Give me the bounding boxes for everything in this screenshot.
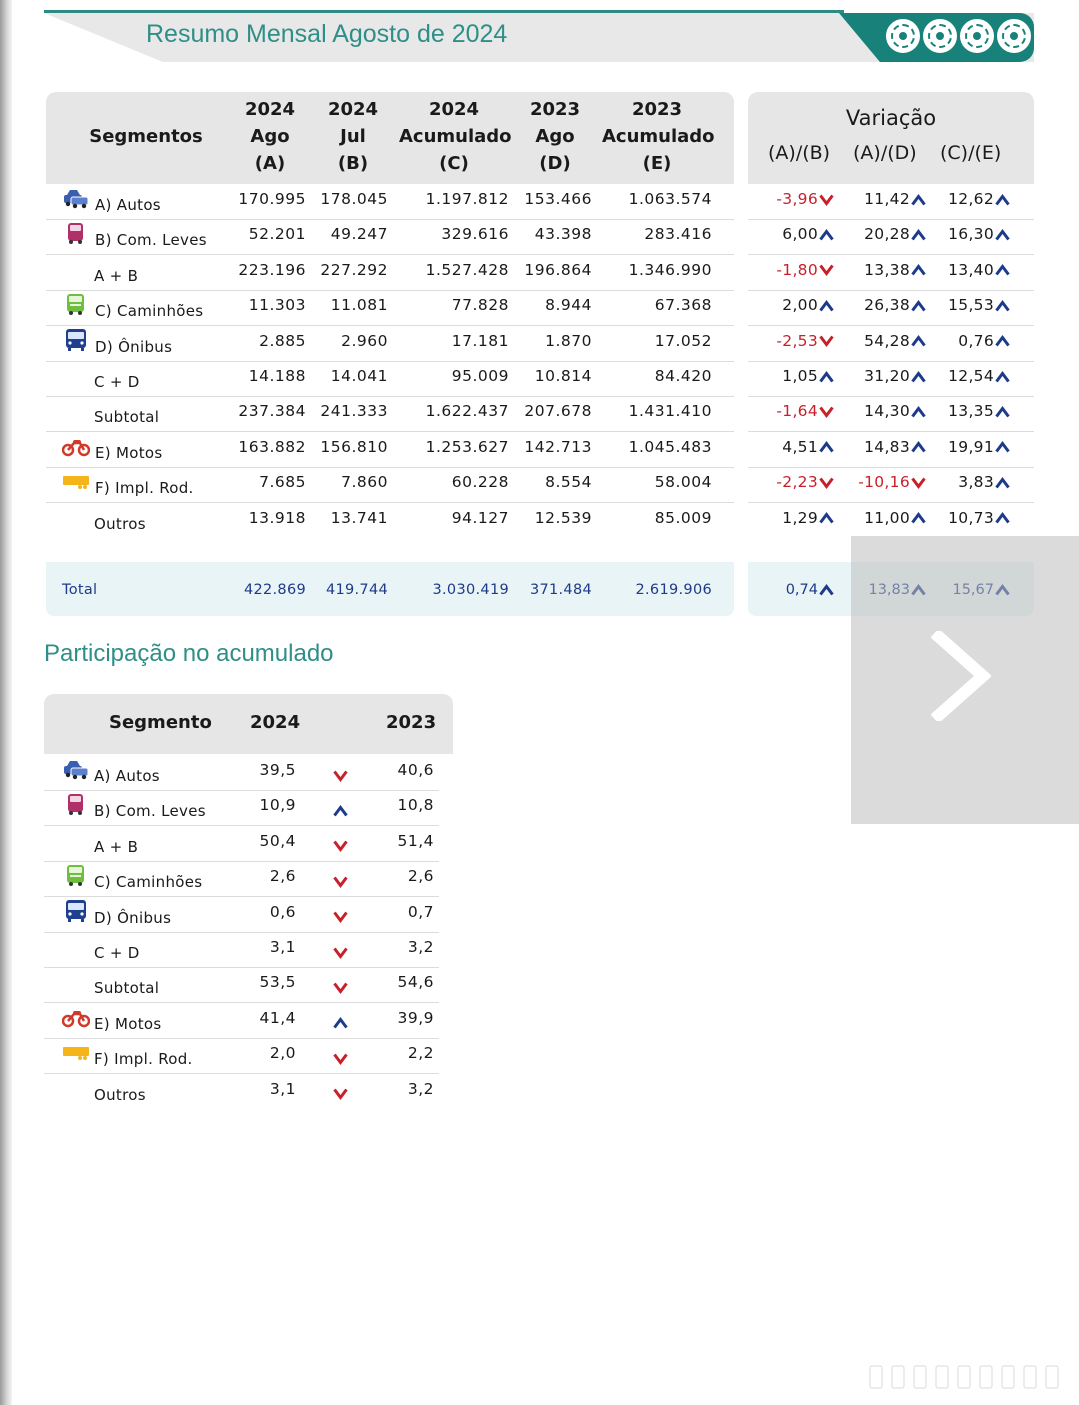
cell-c: 77.828 xyxy=(451,296,509,315)
participation-row xyxy=(44,1074,439,1109)
variation-value: 12,62 xyxy=(928,190,1010,208)
variation-row xyxy=(748,503,1034,538)
row-label: Subtotal xyxy=(94,408,160,427)
cell-a: 223.196 xyxy=(238,260,306,279)
variation-value: 0,76 xyxy=(928,332,1010,350)
cell-c: 17.181 xyxy=(451,331,509,350)
arrow-down-icon xyxy=(819,264,834,276)
arrow-down-icon xyxy=(819,477,834,489)
wheel-icon xyxy=(886,19,920,53)
row-label: Subtotal xyxy=(94,979,160,998)
table-row xyxy=(46,326,734,362)
arrow-up-icon xyxy=(819,229,834,241)
page-indicator-bars xyxy=(868,1362,1068,1392)
col-header-2024-acumulado: 2024 Acumulado (C) xyxy=(399,99,512,174)
bus-icon xyxy=(62,328,90,352)
variation-row xyxy=(748,219,1034,255)
truck-icon xyxy=(62,863,90,887)
variation-value: 4,51 xyxy=(748,438,834,456)
cell-d: 8.554 xyxy=(545,473,592,492)
arrow-up-icon xyxy=(995,194,1010,206)
cell-e: 1.063.574 xyxy=(628,190,712,208)
total-b: 419.744 xyxy=(325,582,388,598)
arrow-up-icon xyxy=(911,300,926,312)
variation-row xyxy=(748,361,1034,397)
cell-c: 329.616 xyxy=(441,225,509,244)
wheel-icon xyxy=(997,19,1031,53)
summary-table xyxy=(46,92,734,616)
cell-a: 13.918 xyxy=(248,508,306,527)
arrow-up-icon xyxy=(911,264,926,276)
arrow-down-icon xyxy=(333,982,348,994)
cell-e: 58.004 xyxy=(654,473,712,492)
variation-value: 1,29 xyxy=(748,509,834,527)
value-2024: 53,5 xyxy=(259,973,296,992)
participation-table xyxy=(44,694,453,1110)
variation-value: 11,00 xyxy=(838,509,926,527)
table-row xyxy=(46,290,734,326)
row-label: E) Motos xyxy=(94,1014,162,1033)
arrow-up-icon xyxy=(911,371,926,383)
trailer-icon xyxy=(62,1040,90,1064)
col-header-2024-jul: 2024 Jul (B) xyxy=(327,99,379,174)
row-label: C) Caminhões xyxy=(95,302,204,321)
van-icon xyxy=(62,221,90,245)
cell-c: 1.622.437 xyxy=(425,402,509,421)
value-2024: 10,9 xyxy=(259,796,296,815)
variation-value: 15,53 xyxy=(928,296,1010,314)
participation-row xyxy=(44,1038,439,1074)
row-label: B) Com. Leves xyxy=(94,802,206,821)
left-shadow-edge xyxy=(0,0,12,1405)
cell-a: 11.303 xyxy=(248,296,306,315)
total-d: 371.484 xyxy=(529,582,592,598)
arrow-up-icon xyxy=(995,229,1010,241)
arrow-down-icon xyxy=(911,477,926,489)
cell-e: 1.346.990 xyxy=(628,260,712,279)
arrow-up-icon xyxy=(995,264,1010,276)
participation-row xyxy=(44,861,439,897)
variation-value: -10,16 xyxy=(838,473,926,491)
variation-value: 13,40 xyxy=(928,261,1010,279)
table-row xyxy=(46,184,734,220)
cell-b: 11.081 xyxy=(330,296,388,315)
cell-a: 170.995 xyxy=(238,190,306,208)
row-label: B) Com. Leves xyxy=(95,231,207,250)
arrow-up-icon xyxy=(911,441,926,453)
arrow-up-icon xyxy=(819,512,834,524)
variation-value: -1,80 xyxy=(748,261,834,279)
arrow-down-icon xyxy=(819,194,834,206)
cell-b: 7.860 xyxy=(341,473,388,492)
variation-col-ab: (A)/(B) xyxy=(768,142,831,164)
variation-value: 31,20 xyxy=(838,367,926,385)
value-2024: 3,1 xyxy=(269,938,296,956)
report-header xyxy=(44,10,1034,62)
header-accent-line xyxy=(44,10,844,13)
cell-c: 60.228 xyxy=(451,473,509,492)
car-icon xyxy=(62,757,90,781)
participation-col-segmento: Segmento xyxy=(109,712,212,733)
arrow-up-icon xyxy=(819,441,834,453)
page-title: Resumo Mensal Agosto de 2024 xyxy=(146,20,508,48)
col-header-2023-acumulado: 2023 Acumulado (E) xyxy=(602,99,715,174)
variation-row xyxy=(748,326,1034,362)
table-row xyxy=(46,361,734,397)
table-row xyxy=(46,503,734,538)
value-2023: 10,8 xyxy=(397,796,434,815)
cell-d: 207.678 xyxy=(524,402,592,421)
variation-title: Variação xyxy=(845,106,937,130)
row-label: A + B xyxy=(94,266,139,285)
motorcycle-icon xyxy=(62,434,90,458)
arrow-up-icon xyxy=(911,512,926,524)
variation-value: 13,35 xyxy=(928,402,1010,420)
total-a: 422.869 xyxy=(243,582,306,598)
arrow-up-icon xyxy=(911,194,926,206)
variation-value: 3,83 xyxy=(928,473,1010,491)
cell-e: 67.368 xyxy=(654,296,712,315)
cell-c: 1.197.812 xyxy=(425,190,509,208)
variation-value: 14,30 xyxy=(838,402,926,420)
variation-total-value: 0,74 xyxy=(748,582,834,598)
participation-col-2023: 2023 xyxy=(386,712,437,733)
arrow-up-icon xyxy=(333,1017,348,1029)
variation-value: 11,42 xyxy=(838,190,926,208)
variation-value: 19,91 xyxy=(928,438,1010,456)
table-row xyxy=(46,432,734,468)
value-2024: 41,4 xyxy=(259,1008,296,1027)
arrow-up-icon xyxy=(911,406,926,418)
variation-value: -1,64 xyxy=(748,402,834,420)
cell-b: 227.292 xyxy=(320,260,388,279)
arrow-down-icon xyxy=(333,876,348,888)
cell-c: 1.253.627 xyxy=(425,437,509,456)
row-label: F) Impl. Rod. xyxy=(94,1050,193,1069)
col-header-segmentos: Segmentos xyxy=(89,126,203,147)
cell-a: 52.201 xyxy=(248,225,306,244)
cell-a: 14.188 xyxy=(248,367,306,385)
variation-value: -2,53 xyxy=(748,332,834,350)
variation-row xyxy=(748,432,1034,468)
value-2024: 0,6 xyxy=(269,902,296,921)
cell-d: 10.814 xyxy=(534,367,592,385)
variation-value: -3,96 xyxy=(748,190,834,208)
value-2023: 2,6 xyxy=(407,867,434,886)
row-label: F) Impl. Rod. xyxy=(95,479,194,498)
arrow-down-icon xyxy=(819,335,834,347)
row-label: C + D xyxy=(94,373,140,391)
arrow-up-icon xyxy=(333,805,348,817)
cell-a: 2.885 xyxy=(259,331,306,350)
participation-row xyxy=(44,826,439,862)
cell-c: 95.009 xyxy=(451,367,509,385)
row-label: A) Autos xyxy=(95,196,161,214)
cell-a: 7.685 xyxy=(259,473,306,492)
cell-b: 49.247 xyxy=(330,225,388,244)
variation-value: 26,38 xyxy=(838,296,926,314)
cell-d: 43.398 xyxy=(534,225,592,244)
trailer-icon xyxy=(62,469,90,493)
arrow-up-icon xyxy=(995,371,1010,383)
variation-value: 13,38 xyxy=(838,261,926,279)
arrow-down-icon xyxy=(333,911,348,923)
arrow-up-icon xyxy=(995,441,1010,453)
variation-col-ce: (C)/(E) xyxy=(940,142,1002,164)
arrow-down-icon xyxy=(333,840,348,852)
row-label: A) Autos xyxy=(94,767,160,785)
car-icon xyxy=(62,186,90,210)
variation-row xyxy=(748,396,1034,432)
arrow-down-icon xyxy=(333,947,348,959)
wheel-icon xyxy=(960,19,994,53)
variation-value: 54,28 xyxy=(838,332,926,350)
participation-col-2024: 2024 xyxy=(250,712,301,733)
variation-row xyxy=(748,184,1034,220)
value-2023: 3,2 xyxy=(407,1079,434,1098)
arrow-up-icon xyxy=(819,371,834,383)
cell-e: 283.416 xyxy=(644,225,712,244)
value-2024: 39,5 xyxy=(259,761,296,779)
cell-e: 1.045.483 xyxy=(628,437,712,456)
arrow-down-icon xyxy=(819,406,834,418)
cell-c: 1.527.428 xyxy=(425,260,509,279)
participation-row xyxy=(44,932,439,968)
arrow-up-icon xyxy=(819,584,834,596)
cell-b: 2.960 xyxy=(341,331,388,350)
value-2023: 51,4 xyxy=(397,831,434,850)
variation-value: 1,05 xyxy=(748,367,834,385)
chevron-right-icon[interactable] xyxy=(931,631,991,721)
arrow-up-icon xyxy=(911,229,926,241)
cell-b: 14.041 xyxy=(330,367,388,385)
cell-e: 1.431.410 xyxy=(628,402,712,421)
row-label: Outros xyxy=(94,514,146,533)
total-e: 2.619.906 xyxy=(635,582,712,598)
arrow-up-icon xyxy=(995,300,1010,312)
variation-row xyxy=(748,290,1034,326)
variation-value: 6,00 xyxy=(748,225,834,243)
row-label: Outros xyxy=(94,1085,146,1104)
value-2023: 39,9 xyxy=(397,1008,434,1027)
variation-value: 10,73 xyxy=(928,509,1010,527)
row-label: C) Caminhões xyxy=(94,873,203,892)
cell-d: 153.466 xyxy=(524,190,592,208)
wheel-logo xyxy=(886,19,1031,53)
arrow-up-icon xyxy=(995,335,1010,347)
cell-d: 8.944 xyxy=(545,296,592,315)
truck-icon xyxy=(62,292,90,316)
table-row xyxy=(46,467,734,503)
participation-row xyxy=(44,897,439,933)
arrow-up-icon xyxy=(995,406,1010,418)
cell-e: 85.009 xyxy=(654,508,712,527)
variation-value: 20,28 xyxy=(838,225,926,243)
value-2024: 2,0 xyxy=(269,1044,296,1063)
row-label: D) Ônibus xyxy=(94,908,172,927)
table-row xyxy=(46,255,734,291)
arrow-down-icon xyxy=(333,770,348,782)
arrow-down-icon xyxy=(333,1053,348,1065)
next-page-overlay[interactable] xyxy=(851,536,1079,824)
value-2024: 50,4 xyxy=(259,831,296,850)
variation-value: 2,00 xyxy=(748,296,834,314)
arrow-up-icon xyxy=(995,477,1010,489)
value-2023: 2,2 xyxy=(407,1044,434,1063)
value-2023: 3,2 xyxy=(407,938,434,956)
col-header-2023-ago: 2023 Ago (D) xyxy=(529,99,581,174)
value-2024: 3,1 xyxy=(269,1079,296,1098)
col-header-2024-ago: 2024 Ago (A) xyxy=(244,99,296,174)
cell-d: 196.864 xyxy=(524,260,592,279)
variation-row xyxy=(748,467,1034,503)
bus-icon xyxy=(62,899,90,923)
variation-row xyxy=(748,255,1034,291)
total-c: 3.030.419 xyxy=(432,582,509,598)
variation-value: 16,30 xyxy=(928,225,1010,243)
cell-a: 237.384 xyxy=(238,402,306,421)
variation-value: -2,23 xyxy=(748,473,834,491)
wheel-icon xyxy=(923,19,957,53)
row-label: A + B xyxy=(94,837,139,856)
row-label: C + D xyxy=(94,944,140,962)
value-2023: 40,6 xyxy=(397,761,434,779)
value-2024: 2,6 xyxy=(269,867,296,886)
arrow-down-icon xyxy=(333,1088,348,1100)
cell-d: 12.539 xyxy=(534,508,592,527)
participation-row xyxy=(44,790,439,826)
cell-b: 156.810 xyxy=(320,437,388,456)
participation-row xyxy=(44,967,439,1003)
value-2023: 0,7 xyxy=(407,902,434,921)
cell-b: 13.741 xyxy=(330,508,388,527)
row-label: D) Ônibus xyxy=(95,337,173,356)
value-2023: 54,6 xyxy=(397,973,434,992)
arrow-up-icon xyxy=(911,335,926,347)
table-row xyxy=(46,396,734,432)
arrow-up-icon xyxy=(819,300,834,312)
cell-d: 1.870 xyxy=(545,331,592,350)
cell-e: 84.420 xyxy=(654,367,712,385)
van-icon xyxy=(62,792,90,816)
section-title-participacao: Participação no acumulado xyxy=(44,640,334,667)
cell-c: 94.127 xyxy=(451,508,509,527)
table-row xyxy=(46,219,734,255)
participation-row xyxy=(44,1003,439,1039)
cell-d: 142.713 xyxy=(524,437,592,456)
motorcycle-icon xyxy=(62,1005,90,1029)
variation-value: 14,83 xyxy=(838,438,926,456)
variation-col-ad: (A)/(D) xyxy=(853,142,917,164)
cell-e: 17.052 xyxy=(654,331,712,350)
total-label: Total xyxy=(62,582,98,598)
variation-value: 12,54 xyxy=(928,367,1010,385)
row-label: E) Motos xyxy=(95,443,163,462)
cell-a: 163.882 xyxy=(238,437,306,456)
participation-row xyxy=(44,755,439,791)
cell-b: 178.045 xyxy=(320,190,388,208)
cell-b: 241.333 xyxy=(320,402,388,421)
arrow-up-icon xyxy=(995,512,1010,524)
